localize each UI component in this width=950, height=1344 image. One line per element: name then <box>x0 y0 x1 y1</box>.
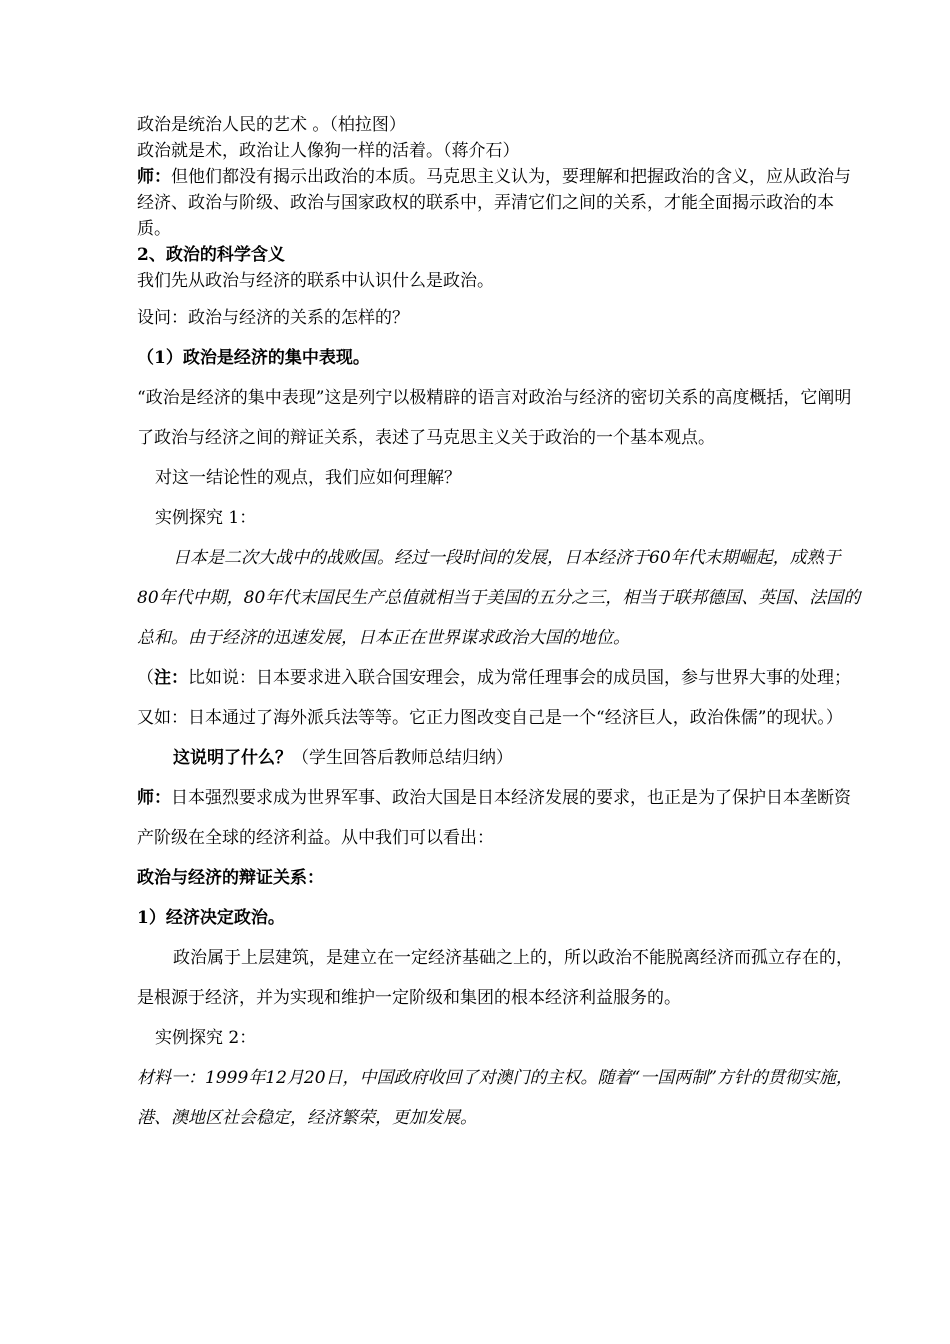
teacher-remark-2 <box>137 778 861 858</box>
quote-plato: 政治是统治人民的艺术 。（柏拉图） <box>137 115 406 135</box>
case-study-2-label: 实例探究 2： <box>155 1028 257 1048</box>
teacher-remark-2-text: 日本强烈要求成为世界军事、政治大国是日本经济发展的要求，也正是为了保护日本垄断资产阶级在全球的经济利益。从中我们可以看出： <box>137 788 851 848</box>
subheading-1: （1）政治是经济的集中表现。 <box>137 348 370 368</box>
lenin-paragraph: “政治是经济的集中表现”这是列宁以极精辟的语言对政治与经济的密切关系的高度概括，它阐明了政治与经济之间的辩证关系，表述了马克思主义关于政治的一个基本观点。 <box>137 388 852 448</box>
document-body <box>137 112 861 1138</box>
quote-chiang: 政治就是术，政治让人像狗一样的活着。（蒋介石） <box>137 141 520 161</box>
case-study-1-text: 日本是二次大战中的战败国。经过一段时间的发展，日本经济于60年代末期崛起，成熟于80年代中期，80年代末国民生产总值就相当于美国的五分之三，相当于联邦德国、英国、法国的总和。由于经济的迅速发展，日本正在世界谋求政治大国的地位。 <box>137 548 861 648</box>
understanding-question: 对这一结论性的观点，我们应如何理解？ <box>155 468 461 488</box>
question-line: 设问：政治与经济的关系的怎样的？ <box>137 308 409 328</box>
economy-paragraph: 政治属于上层建筑，是建立在一定经济基础之上的，所以政治不能脱离经济而孤立存在的，是根源于经济，并为实现和维护一定阶级和集团的根本经济利益服务的。 <box>137 948 853 1008</box>
case-study-1-label: 实例探究 1： <box>155 508 257 528</box>
question-bold: 这说明了什么？ <box>173 748 292 768</box>
note-label: 注： <box>154 668 188 688</box>
dialectic-heading: 政治与经济的辩证关系： <box>137 868 324 888</box>
note-open-paren: （ <box>137 668 154 688</box>
what-does-this-show <box>137 738 861 778</box>
teacher-remark-1 <box>137 164 861 242</box>
teacher-remark-text: 但他们都没有揭示出政治的本质。马克思主义认为，要理解和把握政治的含义，应从政治与经济、政治与阶级、政治与国家政权的联系中，弄清它们之间的关系，才能全面揭示政治的本质。 <box>137 167 851 239</box>
note-paragraph <box>137 658 861 738</box>
case-study-2-text: 材料一：1999年12月20日，中国政府收回了对澳门的主权。随着“一国两制”方针的贯彻实施，港、澳地区社会稳定，经济繁荣，更加发展。 <box>137 1068 853 1128</box>
intro-line: 我们先从政治与经济的联系中认识什么是政治。 <box>137 271 494 291</box>
teacher-label-2: 师： <box>137 788 171 808</box>
question-note: （学生回答后教师总结归纳） <box>292 748 513 768</box>
point-1-heading: 1）经济决定政治。 <box>137 908 285 928</box>
note-text: 比如说：日本要求进入联合国安理会，成为常任理事会的成员国，参与世界大事的处理；又如：日本通过了海外派兵法等等。它正力图改变自己是一个“经济巨人，政治侏儒”的现状。） <box>137 668 851 728</box>
section-heading-2: 2、政治的科学含义 <box>137 245 285 265</box>
teacher-label: 师： <box>137 167 171 187</box>
